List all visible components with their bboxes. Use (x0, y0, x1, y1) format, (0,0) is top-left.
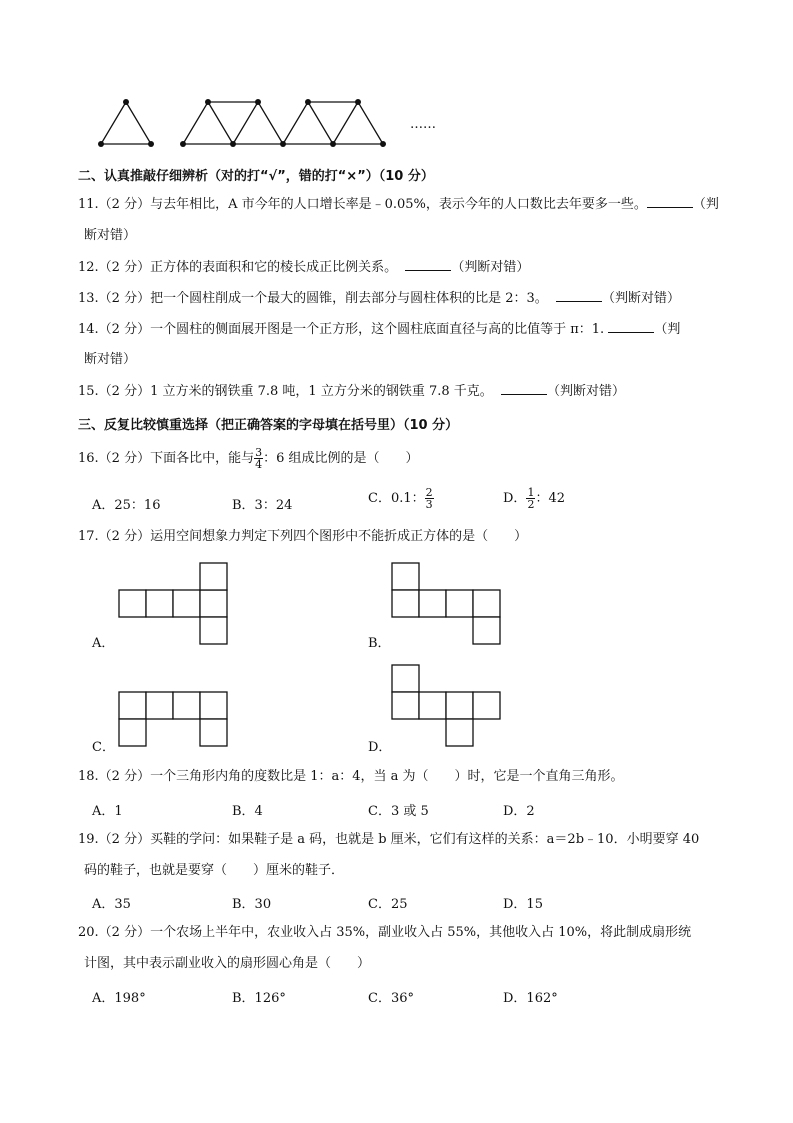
fraction-numerator: 3 (255, 446, 263, 459)
fraction-numerator: 1 (527, 486, 535, 499)
option-16-d[interactable] (503, 484, 565, 514)
question-11-line2: 断对错） (84, 228, 137, 243)
section-heading-3: 三、反复比较慎重选择（把正确答案的字母填在括号里）（10 分） (78, 418, 459, 433)
answer-blank-12[interactable] (405, 258, 451, 271)
question-12 (78, 258, 529, 277)
answer-blank-14[interactable] (608, 320, 654, 333)
question-16 (78, 444, 418, 474)
option-19-d[interactable]: D．15 (503, 897, 543, 912)
option-16-d-post: ：42 (535, 491, 565, 506)
option-18-b[interactable]: B．4 (232, 804, 263, 819)
option-17-b[interactable]: B． (368, 636, 391, 651)
triangle-pattern-figure (0, 0, 793, 160)
fraction-3-4 (254, 447, 263, 470)
question-13 (78, 289, 680, 308)
answer-blank-13[interactable] (556, 289, 602, 302)
option-16-b[interactable]: B．3：24 (232, 498, 293, 513)
option-17-d[interactable]: D． (368, 740, 392, 755)
question-14-tail: （判 (654, 322, 681, 337)
option-16-a[interactable]: A．25：16 (92, 498, 161, 513)
fraction-denominator: 3 (425, 498, 433, 511)
question-16-pre: 16.（2 分）下面各比中，能与 (78, 451, 255, 466)
question-19-line1: 19.（2 分）买鞋的学问：如果鞋子是 a 码，也就是 b 厘米，它们有这样的关系：a＝2b﹣10．小明要穿 40 (78, 832, 700, 847)
option-19-a[interactable]: A．35 (92, 897, 131, 912)
option-18-c[interactable]: C．3 或 5 (368, 804, 429, 819)
question-17: 17.（2 分）运用空间想象力判定下列四个图形中不能折成正方体的是（ ） (78, 529, 528, 544)
question-14-line2: 断对错） (84, 352, 137, 367)
option-18-d[interactable]: D．2 (503, 804, 535, 819)
ellipsis: …… (410, 117, 436, 132)
question-15 (78, 382, 625, 401)
option-16-d-text: D． (503, 491, 527, 506)
option-16-c-text: C．0.1： (368, 491, 425, 506)
question-11-tail: （判 (692, 197, 719, 212)
option-20-d[interactable]: D．162° (503, 991, 558, 1006)
question-14-line1 (78, 320, 680, 339)
option-16-c[interactable] (368, 484, 434, 514)
option-18-a[interactable]: A．1 (92, 804, 123, 819)
fraction-denominator: 4 (255, 458, 263, 471)
answer-blank-11[interactable] (647, 195, 693, 208)
question-15-tail: （判断对错） (547, 384, 626, 399)
option-20-a[interactable]: A．198° (92, 991, 146, 1006)
question-11-text: 11.（2 分）与去年相比，A 市今年的人口增长率是﹣0.05%，表示今年的人口数比去年要多一些。 (78, 197, 647, 212)
section-heading-2: 二、认真推敲仔细辨析（对的打“√”，错的打“×”）（10 分） (78, 169, 434, 184)
question-13-tail: （判断对错） (602, 291, 681, 306)
question-12-tail: （判断对错） (451, 260, 530, 275)
option-19-c[interactable]: C．25 (368, 897, 408, 912)
question-18: 18.（2 分）一个三角形内角的度数比是 1：a：4，当 a 为（ ）时，它是一个直角三角形。 (78, 769, 624, 784)
question-19-line2: 码的鞋子，也就是要穿（ ）厘米的鞋子． (84, 863, 345, 878)
question-20-line2: 计图，其中表示副业收入的扇形圆心角是（ ） (84, 956, 371, 971)
option-20-b[interactable]: B．126° (232, 991, 286, 1006)
option-17-a[interactable]: A． (92, 636, 115, 651)
question-11-line1 (78, 195, 719, 214)
fraction-denominator: 2 (527, 498, 535, 511)
question-20-line1: 20.（2 分）一个农场上半年中，农业收入占 35%，副业收入占 55%，其他收入占 10%，将此制成扇形统 (78, 925, 692, 940)
question-15-text: 15.（2 分）1 立方米的钢铁重 7.8 吨，1 立方分米的钢铁重 7.8 千克。 (78, 384, 493, 399)
question-16-post: ：6 组成比例的是（ ） (263, 451, 419, 466)
option-17-c[interactable]: C． (92, 740, 115, 755)
fraction-numerator: 2 (425, 486, 433, 499)
question-12-text: 12.（2 分）正方体的表面积和它的棱长成正比例关系。 (78, 260, 398, 275)
question-13-text: 13.（2 分）把一个圆柱削成一个最大的圆锥，削去部分与圆柱体积的比是 2：3。 (78, 291, 548, 306)
option-19-b[interactable]: B．30 (232, 897, 272, 912)
answer-blank-15[interactable] (501, 382, 547, 395)
option-20-c[interactable]: C．36° (368, 991, 414, 1006)
fraction-2-3 (425, 487, 434, 510)
question-14-text: 14.（2 分）一个圆柱的侧面展开图是一个正方形，这个圆柱底面直径与高的比值等于 π：1. (78, 322, 605, 337)
